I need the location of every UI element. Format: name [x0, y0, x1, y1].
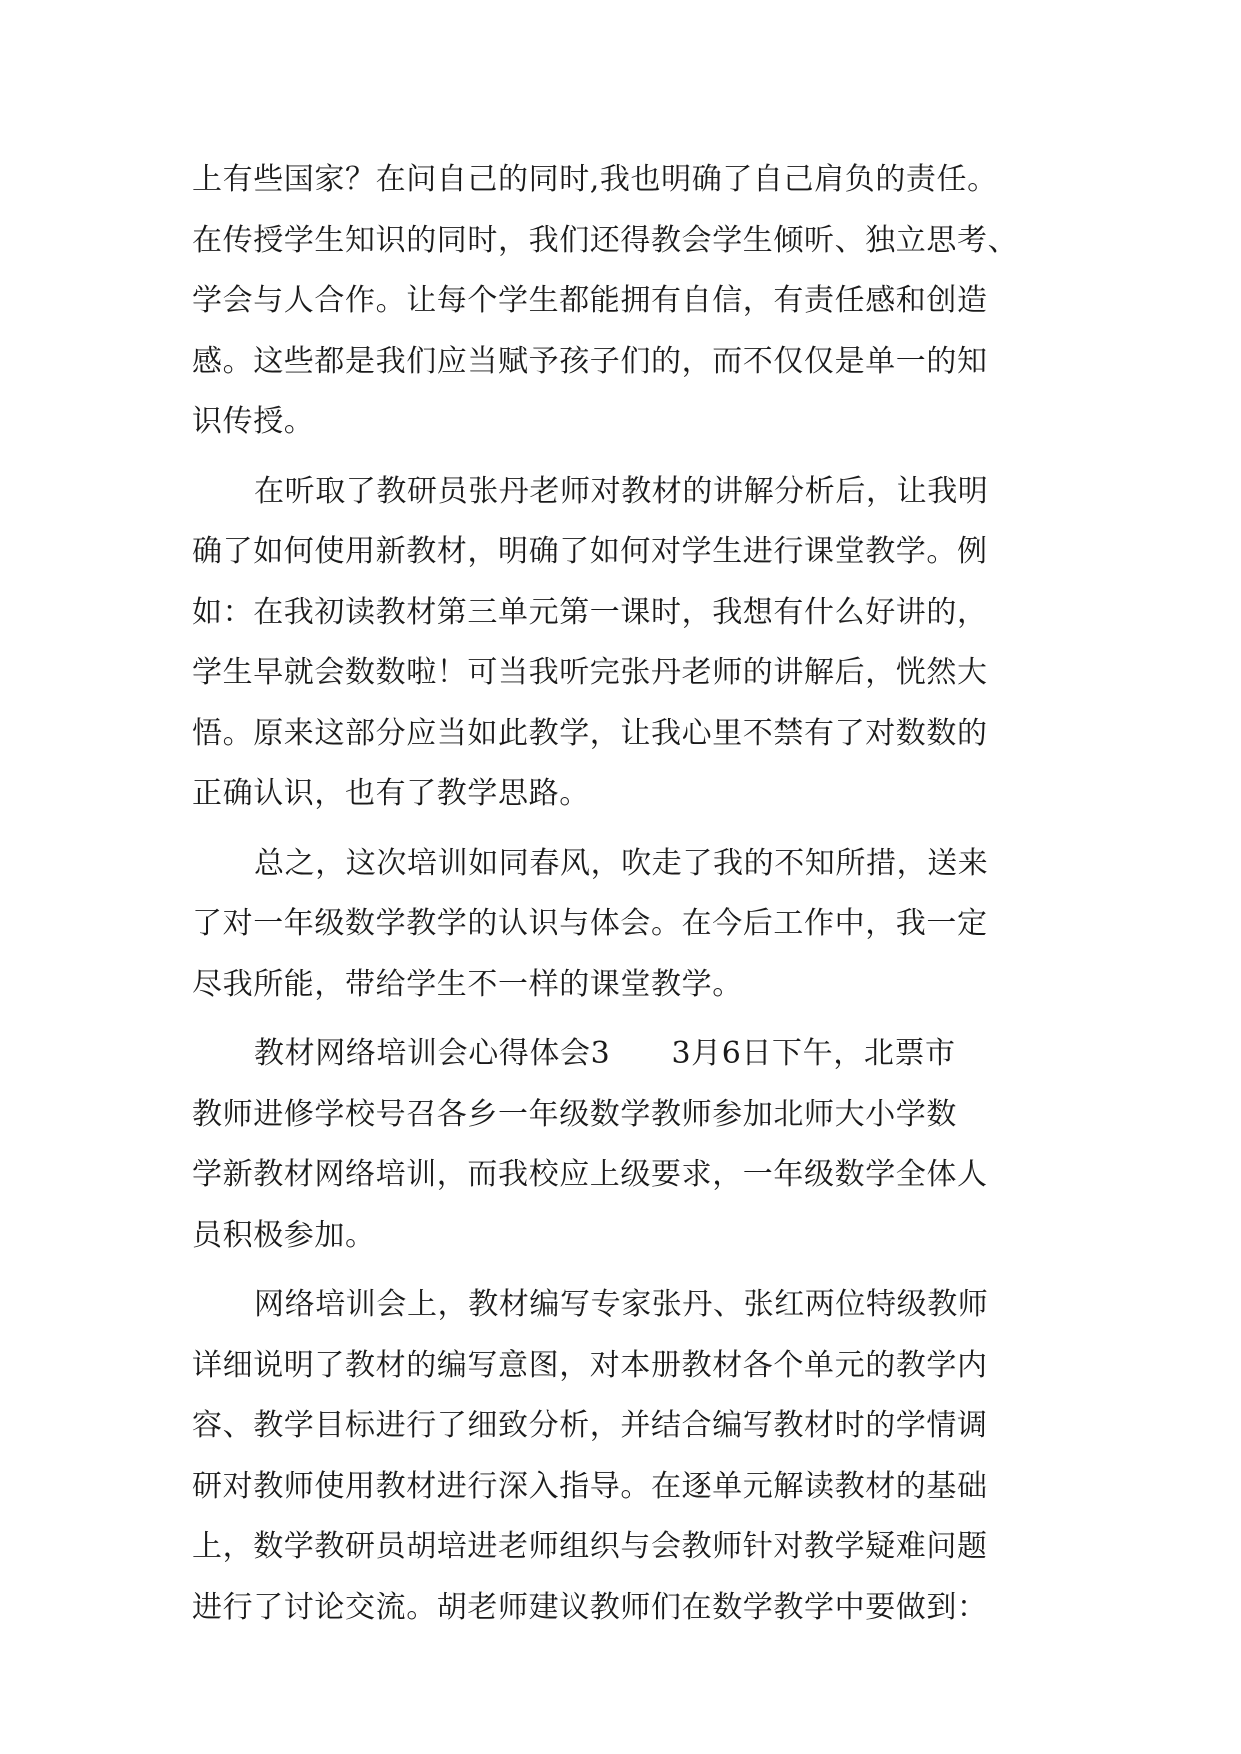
- text-line: 员积极参加。: [192, 1217, 376, 1253]
- text-line: 确了如何使用新教材，明确了如何对学生进行课堂教学。例: [192, 534, 988, 569]
- text-line: 在传授学生知识的同时，我们还得教会学生倾听、独立思考、: [192, 222, 1019, 258]
- paragraph-first-line: 总之，这次培训如同春风，吹走了我的不知所措，送来: [254, 845, 989, 881]
- text-line: 悟。原来这部分应当如此教学，让我心里不禁有了对数数的: [192, 715, 988, 751]
- text-line: 正确认识，也有了教学思路。: [192, 776, 590, 811]
- text-line: 学生早就会数数啦！可当我听完张丹老师的讲解后，恍然大: [192, 655, 988, 690]
- text-line: 了对一年级数学教学的认识与体会。在今后工作中，我一定: [192, 906, 988, 941]
- text-line: 上，数学教研员胡培进老师组织与会教师针对教学疑难问题: [192, 1529, 988, 1564]
- paragraph-first-line: 教材网络培训会心得体会3 3月6日下午，北票市: [254, 1036, 956, 1071]
- text-line: 感。这些都是我们应当赋予孩子们的，而不仅仅是单一的知: [192, 343, 988, 379]
- text-line: 上有些国家？在问自己的同时,我也明确了自己肩负的责任。: [192, 162, 998, 197]
- text-line: 识传授。: [192, 404, 315, 439]
- text-line: 学会与人合作。让每个学生都能拥有自信，有责任感和创造: [192, 283, 988, 318]
- paragraph-first-line: 在听取了教研员张丹老师对教材的讲解分析后，让我明: [254, 473, 989, 509]
- paragraph-first-line: 网络培训会上，教材编写专家张丹、张红两位特级教师: [254, 1287, 989, 1322]
- text-line: 容、教学目标进行了细致分析，并结合编写教材时的学情调: [192, 1408, 988, 1443]
- text-line: 详细说明了教材的编写意图，对本册教材各个单元的教学内: [192, 1347, 988, 1383]
- text-line: 研对教师使用教材进行深入指导。在逐单元解读教材的基础: [192, 1468, 988, 1504]
- text-line: 学新教材网络培训，而我校应上级要求，一年级数学全体人: [192, 1157, 988, 1192]
- text-line: 如：在我初读教材第三单元第一课时，我想有什么好讲的，: [192, 594, 988, 630]
- body-text: [192, 150, 1092, 1638]
- text-line: 教师进修学校号召各乡一年级数学教师参加北师大小学数: [192, 1096, 957, 1132]
- text-line: 进行了讨论交流。胡老师建议教师们在数学教学中要做到：: [192, 1589, 988, 1625]
- text-line: 尽我所能，带给学生不一样的课堂教学。: [192, 966, 743, 1002]
